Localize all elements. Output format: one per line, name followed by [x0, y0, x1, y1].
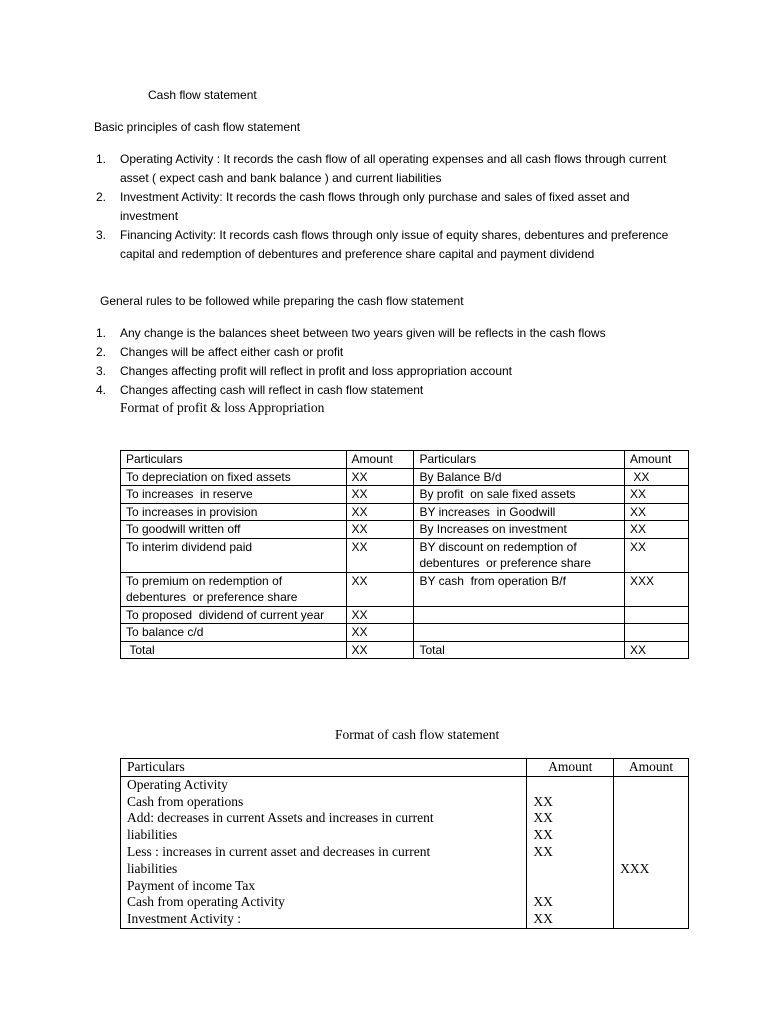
table-cell: BY cash from operation B/f — [414, 572, 625, 606]
list-item — [96, 324, 676, 343]
table-header: Amount — [614, 759, 689, 777]
table-row — [121, 538, 689, 572]
table-cell: XX — [625, 538, 689, 572]
cash-flow-table — [120, 758, 689, 929]
table-cell: By Balance B/d — [414, 468, 625, 486]
cf-format-title: Format of cash flow statement — [335, 727, 500, 742]
table-cell: To proposed dividend of current year — [121, 606, 347, 624]
cf-line — [620, 911, 682, 928]
table-header: Particulars — [121, 451, 347, 469]
table-row — [121, 641, 689, 659]
table-cell: By Increases on investment — [414, 521, 625, 539]
table-cell: XX — [625, 486, 689, 504]
cf-line: liabilities — [127, 860, 178, 876]
cf-line: Less : increases in current asset and decreases in current — [127, 843, 431, 859]
list-item — [96, 226, 676, 264]
table-cell: To depreciation on fixed assets — [121, 468, 347, 486]
cf-line — [620, 894, 682, 911]
cf-particulars-cell — [121, 776, 527, 928]
table-cell: XX — [346, 641, 414, 659]
table-cell: XX — [625, 503, 689, 521]
cf-line — [533, 777, 607, 794]
table-cell: XXX — [625, 572, 689, 606]
table-cell — [625, 624, 689, 642]
table-header: Amount — [527, 759, 614, 777]
table-cell: To goodwill written off — [121, 521, 347, 539]
cf-line: XX — [533, 827, 553, 843]
list-text: Changes affecting cash will reflect in cash flow statement — [120, 383, 424, 397]
cf-amount-cell — [527, 776, 614, 928]
table-cell: XX — [346, 486, 414, 504]
cf-line — [620, 844, 682, 861]
cf-line: XX — [533, 843, 553, 859]
table-cell: BY increases in Goodwill — [414, 503, 625, 521]
table-cell: XX — [625, 521, 689, 539]
table-cell — [414, 624, 625, 642]
cf-line: XX — [533, 793, 553, 809]
table-row — [121, 503, 689, 521]
list-text: Financing Activity: It records cash flows through only issue of equity shares, debentures and preference capital and redemption of debentures and preference share capital and payment dividend — [120, 228, 669, 261]
cf-line: liabilities — [127, 827, 178, 843]
table-cell: XX — [625, 468, 689, 486]
cf-line: XXX — [620, 860, 650, 876]
table-cell: XX — [346, 572, 414, 606]
table-row — [121, 624, 689, 642]
pl-format-title: Format of profit & loss Appropriation — [120, 400, 325, 415]
table-cell: To increases in reserve — [121, 486, 347, 504]
table-cell: XX — [346, 503, 414, 521]
table-cell — [625, 606, 689, 624]
general-rules-heading: General rules to be followed while preparing the cash flow statement — [100, 294, 464, 308]
table-cell: XX — [346, 606, 414, 624]
list-number: 3. — [96, 228, 107, 242]
table-cell: BY discount on redemption of debentures or preference share — [414, 538, 625, 572]
list-text: Changes affecting profit will reflect in profit and loss appropriation account — [120, 364, 512, 378]
cf-line — [620, 810, 682, 827]
table-row — [121, 486, 689, 504]
table-header: Amount — [625, 451, 689, 469]
list-text: Any change is the balances sheet between two years given will be reflects in the cash flows — [120, 326, 606, 340]
cf-line: XX — [533, 911, 553, 927]
list-number: 3. — [96, 364, 107, 378]
list-text: Investment Activity: It records the cash flows through only purchase and sales of fixed asset and investment — [120, 190, 630, 223]
list-number: 1. — [96, 326, 107, 340]
table-cell: XX — [346, 521, 414, 539]
table-row — [121, 572, 689, 606]
table-cell: XX — [346, 538, 414, 572]
table-cell: By profit on sale fixed assets — [414, 486, 625, 504]
cf-line: Cash from operations — [127, 793, 244, 809]
general-rules-list — [96, 324, 676, 400]
cf-line — [533, 861, 607, 878]
table-header: Particulars — [414, 451, 625, 469]
table-cell: XX — [346, 468, 414, 486]
table-cell — [414, 606, 625, 624]
table-cell: To balance c/d — [121, 624, 347, 642]
cf-amount-cell — [614, 776, 689, 928]
cf-line: Add: decreases in current Assets and increases in current — [127, 810, 434, 826]
cf-line: XX — [533, 810, 553, 826]
table-cell: Total — [121, 641, 347, 659]
table-cell: Total — [414, 641, 625, 659]
table-header: Amount — [346, 451, 414, 469]
table-header: Particulars — [121, 759, 527, 777]
table-cell: XX — [346, 624, 414, 642]
table-row — [121, 521, 689, 539]
page-title: Cash flow statement — [148, 88, 257, 102]
table-cell: XX — [625, 641, 689, 659]
list-item — [96, 362, 676, 381]
list-number: 1. — [96, 152, 107, 166]
basic-principles-list — [96, 150, 676, 264]
table-cell: To interim dividend paid — [121, 538, 347, 572]
table-row — [121, 606, 689, 624]
cf-line: Operating Activity — [127, 776, 228, 792]
cf-line: Cash from operating Activity — [127, 894, 285, 910]
cf-line: XX — [533, 894, 553, 910]
table-cell: To increases in provision — [121, 503, 347, 521]
table-cell: To premium on redemption of debentures or preference share — [121, 572, 347, 606]
list-item — [96, 150, 676, 188]
list-number: 4. — [96, 383, 107, 397]
cf-line — [620, 827, 682, 844]
list-item — [96, 381, 676, 400]
list-number: 2. — [96, 345, 107, 359]
cf-line — [620, 777, 682, 794]
cf-line: Investment Activity : — [127, 911, 241, 927]
basic-principles-heading: Basic principles of cash flow statement — [94, 120, 301, 134]
table-row — [121, 468, 689, 486]
cf-line — [620, 794, 682, 811]
list-text: Operating Activity : It records the cash flow of all operating expenses and all cash flows through current asset ( expect cash and bank balance ) and current liabilities — [120, 152, 667, 185]
list-item — [96, 343, 676, 362]
cf-line — [620, 878, 682, 895]
cf-line — [533, 878, 607, 895]
list-number: 2. — [96, 190, 107, 204]
pl-appropriation-table — [120, 450, 689, 659]
list-item — [96, 188, 676, 226]
cf-line: Payment of income Tax — [127, 877, 256, 893]
list-text: Changes will be affect either cash or profit — [120, 345, 344, 359]
